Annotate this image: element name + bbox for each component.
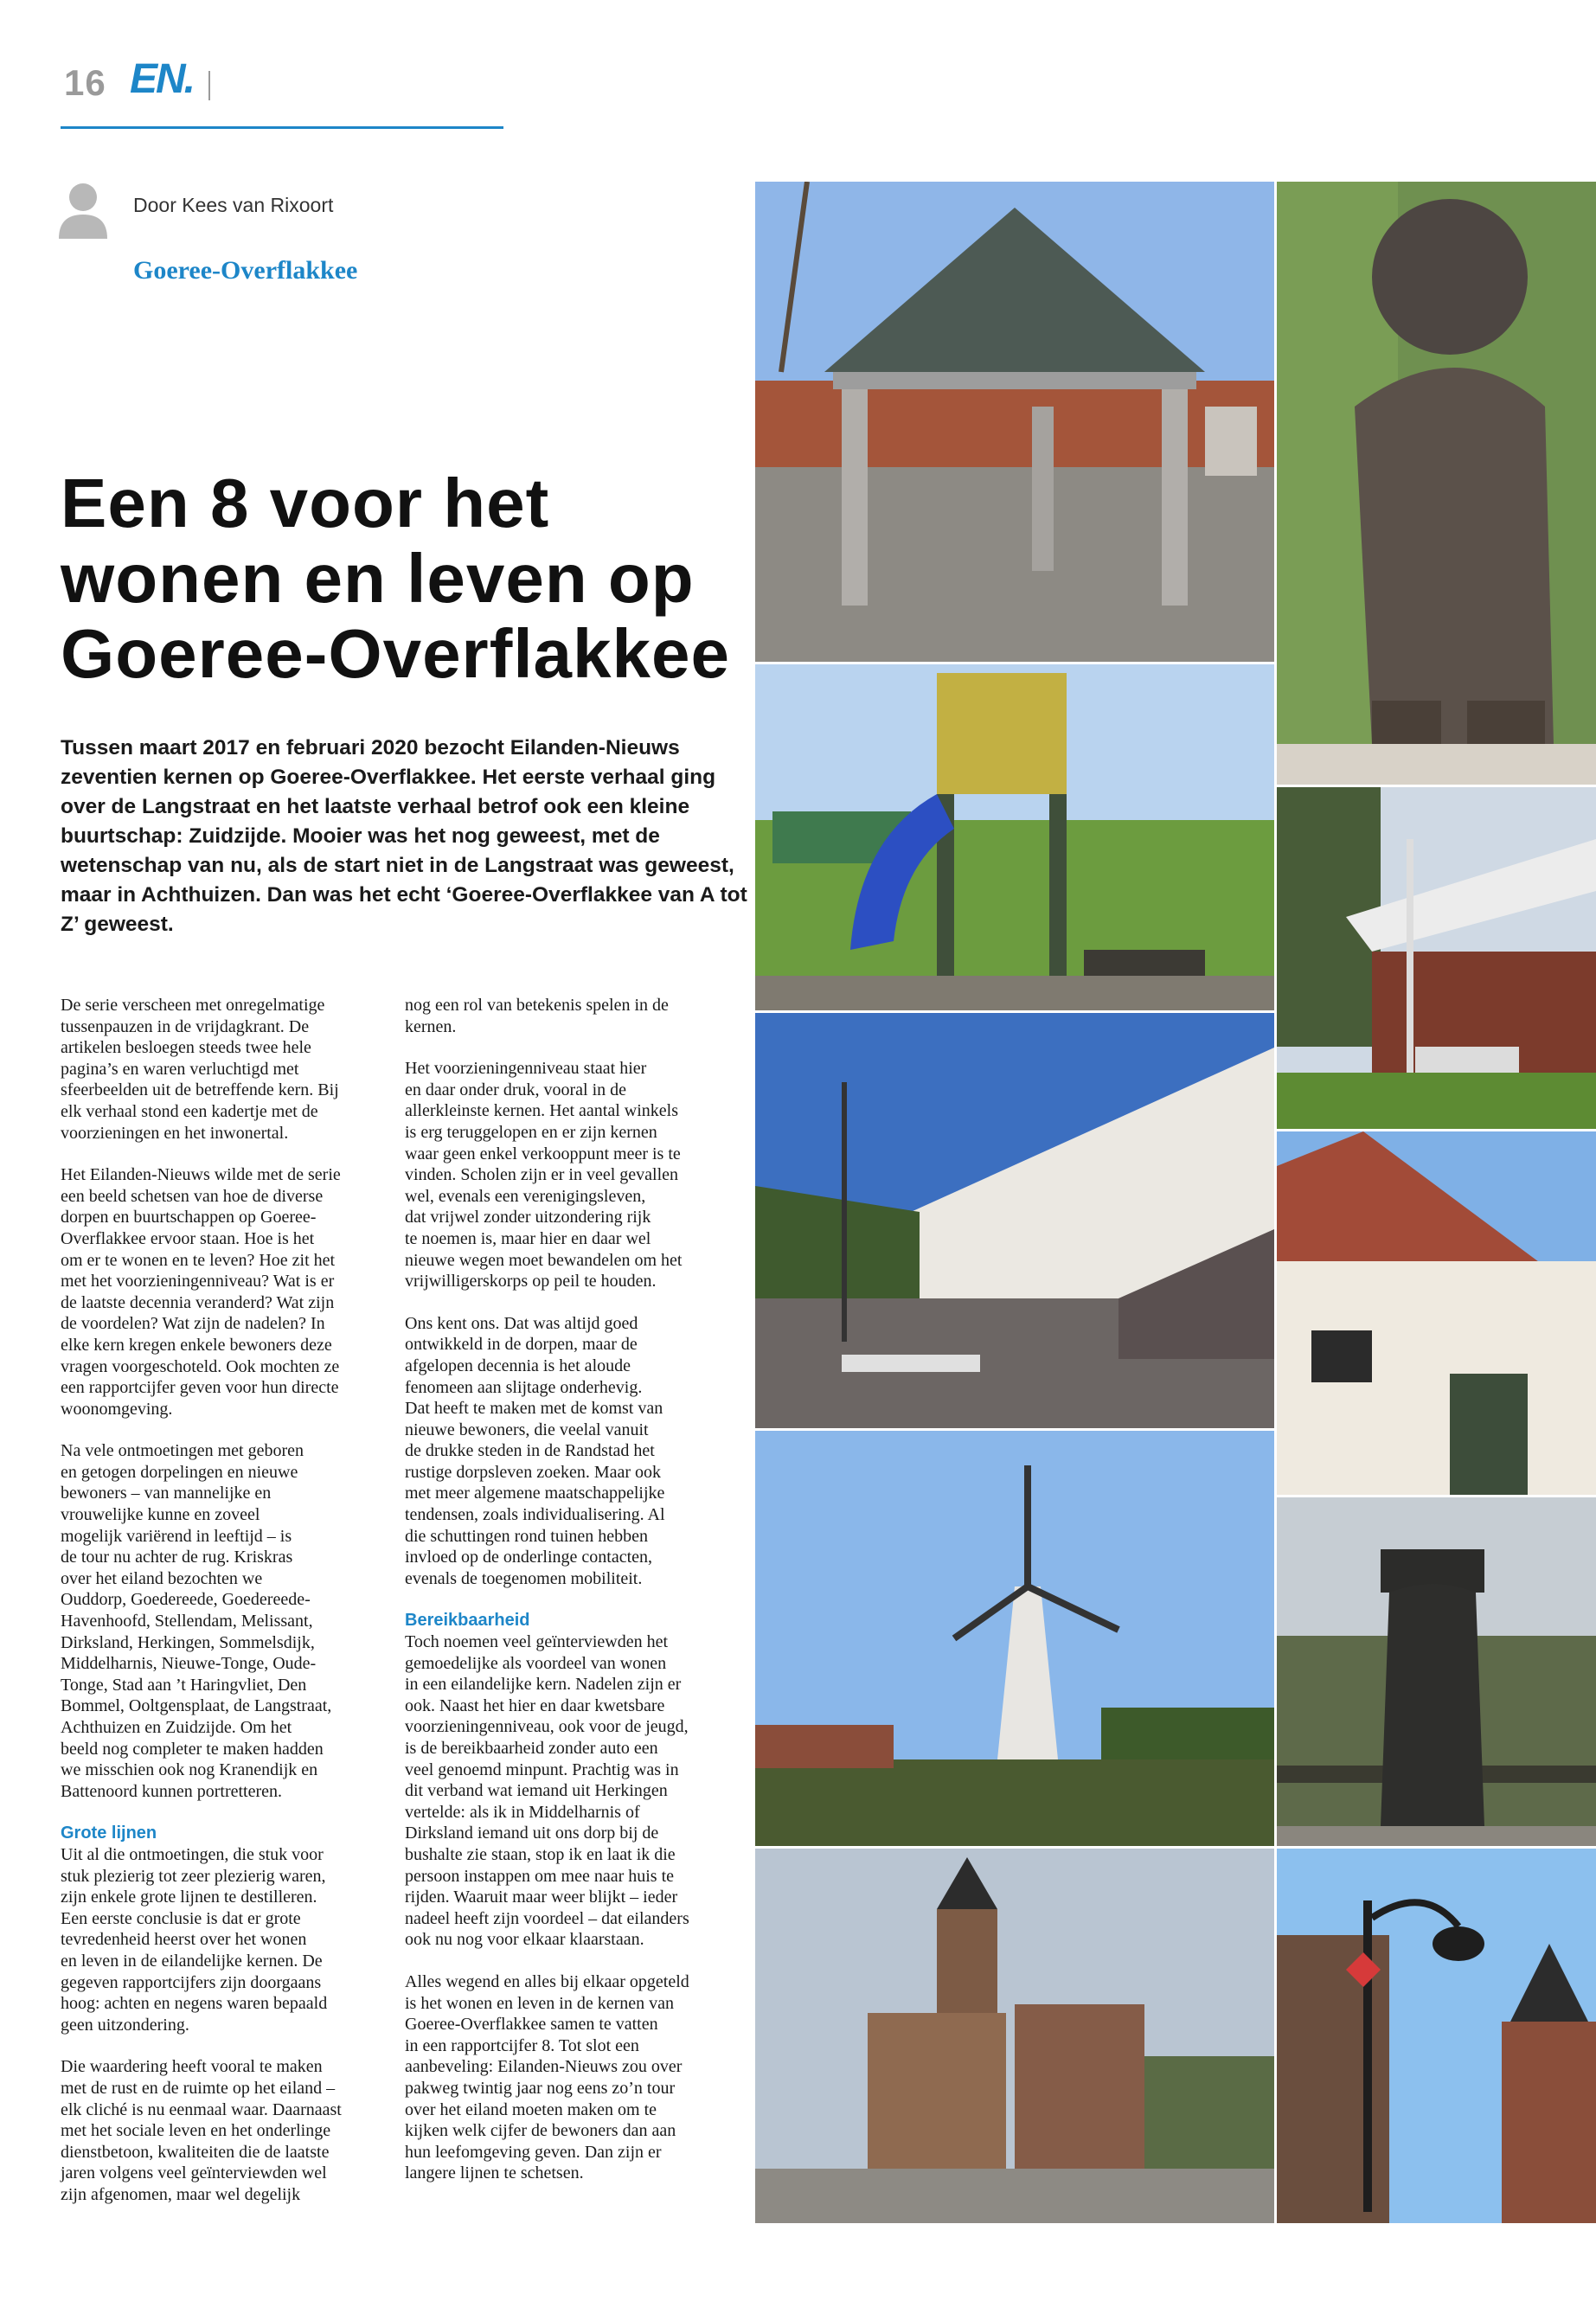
paragraph: Uit al die ontmoetingen, die stuk voor stuk plezierig tot zeer plezierig waren, zijn enkele grote lijnen te destilleren. Een eerste conclusie is dat er grote tevredenheid heerst over het wonen en leven in de eilandelijke kernen. De gegeven rapportcijfers zijn doorgaans hoog: achten en negens waren bepaald geen uitzondering.	[61, 1844, 328, 2035]
paragraph: Na vele ontmoetingen met geboren en getogen dorpelingen en nieuwe bewoners – van mannelijke en vrouwelijke kunne en zoveel mogelijk variërend in leeftijd – is de tour nu achter de rug. Kriskras over het eiland bezochten we Ouddorp, Goedereede, Goedereede- Havenhoofd, Stellendam, Melissant, Dirksland, Herkingen, Sommelsdijk, Middelharnis, Nieuwe-Tonge, Oude- Tonge, Stad aan ’t Haringvliet, Den Bommel, Ooltgensplaat, de Langstraat, Achthuizen en Zuidzijde. Om het beeld nog completer te maken hadden we misschien ook nog Kranendijk en Battenoord kunnen portretteren.	[61, 1441, 332, 1801]
author-byline: Door Kees van Rixoort	[133, 194, 334, 216]
paragraph: Het Eilanden-Nieuws wilde met de serie een beeld schetsen van hoe de diverse dorpen en buurtschappen op Goeree- Overflakkee ervoor staan. Hoe is het om er te wonen en te leven? Hoe zit het met het voorzieningenniveau? Wat is er de laatste decennia veranderd? Wat zijn de voordelen? Wat zijn de nadelen? In elke kern kregen enkele bewoners deze vragen voorgeschoteld. Ook mochten ze een rapportcijfer geven voor hun directe woonomgeving.	[61, 1165, 341, 1419]
author-avatar-icon	[59, 182, 107, 239]
paragraph: nog een rol van betekenis spelen in de kernen.	[405, 996, 669, 1036]
page-number: 16	[64, 62, 106, 103]
subheading-grote-lijnen: Grote lijnen	[61, 1823, 157, 1843]
photo-bear-statue	[1277, 182, 1596, 785]
paragraph: Toch noemen veel geïnterviewden het gemoedelijke als voordeel van wonen in een eilandelijke kern. Nadelen zijn er ook. Naast het hier en daar kwetsbare voorzieningenniveau, ook voor de jeugd, is de bereikbaarheid zonder auto een veel genoemd minpunt. Prachtig was in dit verband wat iemand uit Herkingen vertelde: als ik in Middelharnis of Dirksland iemand uit ons dorp bij de bushalte zie staan, stop ik en laat ik die persoon instappen om mee naar huis te rijden. Waaruit maar weer blijkt – ieder nadeel heeft zijn voordeel – dat eilanders ook nu nog voor elkaar klaarstaan.	[405, 1632, 689, 1950]
photo-windmill	[755, 1431, 1274, 1846]
photo-pavilion	[755, 182, 1274, 662]
photo-worker-statue	[1277, 1497, 1596, 1846]
paragraph: Alles wegend en alles bij elkaar opgeteld is het wonen en leven in de kernen van Goeree-Overflakkee samen te vatten in een rapportcijfer 8. Tot slot een aanbeveling: Eilanden-Nieuws zou over pakweg twintig jaar nog eens zo’n tour over het eiland moeten maken om te kijken welk cijfer de bewoners dan aan hun leefomgeving geven. Dan zijn er langere lijnen te schetsen.	[405, 1971, 689, 2183]
photo-building	[1277, 787, 1596, 1129]
photo-street-lamp	[1277, 1849, 1596, 2223]
photo-playground	[755, 664, 1274, 1010]
photo-street	[755, 1013, 1274, 1428]
paragraph: Het voorzieningenniveau staat hier en daar onder druk, vooral in de allerkleinste kernen. Het aantal winkels is erg teruggelopen en er zijn kernen waar geen enkel verkooppunt meer is te vinden. Scholen zijn er in veel gevallen wel, evenals een verenigingsleven, dat vrijwel zonder uitzondering rijk te noemen is, maar hier en daar wel nieuwe wegen moet bewandelen om het vrijwilligerskorps op peil te houden.	[405, 1059, 683, 1292]
article-intro: Tussen maart 2017 en februari 2020 bezocht Eilanden-Nieuws zeventien kernen op Goeree-Overflakkee. Het eerste verhaal ging over de Langstraat en het laatste verhaal betrof ook een kleine buurtschap: Zuidzijde. Mooier was het nog geweest, met de wetenschap van nu, als de start niet in de Langstraat was geweest, maar in Achthuizen. Dan was het echt ‘Goeree-Overflakkee van A tot Z’ geweest.	[61, 736, 747, 936]
header-divider	[208, 71, 210, 100]
photo-church	[755, 1849, 1274, 2223]
paragraph: De serie verscheen met onregelmatige tussenpauzen in de vrijdagkrant. De artikelen besloegen steeds twee hele pagina’s en waren verluchtigd met sfeerbeelden uit de betreffende kern. Bij elk verhaal stond een kadertje met de voorzieningen en het inwonertal.	[61, 996, 339, 1143]
region-label: Goeree-Overflakkee	[133, 256, 358, 285]
header-rule	[61, 126, 503, 129]
paragraph: Ons kent ons. Dat was altijd goed ontwikkeld in de dorpen, maar de afgelopen decennia is het aloude fenomeen aan slijtage onderhevig. Dat heeft te maken met de komst van nieuwe bewoners, die veelal vanuit de drukke steden in de Randstad het rustige dorpsleven zoeken. Maar ook met meer algemene maatschappelijke tendensen, zoals individualisering. Al die schuttingen rond tuinen hebben invloed op de onderlinge contacten, evenals de toegenomen mobiliteit.	[405, 1313, 665, 1588]
subheading-bereikbaarheid: Bereikbaarheid	[405, 1611, 530, 1631]
article-column-1	[61, 995, 382, 2226]
article-column-2	[405, 995, 727, 2205]
paragraph: Die waardering heeft vooral te maken met de rust en de ruimte op het eiland – elk cliché is nu eenmaal waar. Daarnaast met het sociale leven en het onderlinge dienstbetoon, kwaliteiten die de laatste jaren volgens veel geïnterviewden wel zijn afgenomen, maar wel degelijk	[61, 2057, 342, 2204]
article-headline: Een 8 voor het wonen en leven op Goeree-Overflakkee	[61, 465, 731, 692]
photo-house-facade	[1277, 1131, 1596, 1495]
publication-logo: EN.	[130, 56, 195, 102]
